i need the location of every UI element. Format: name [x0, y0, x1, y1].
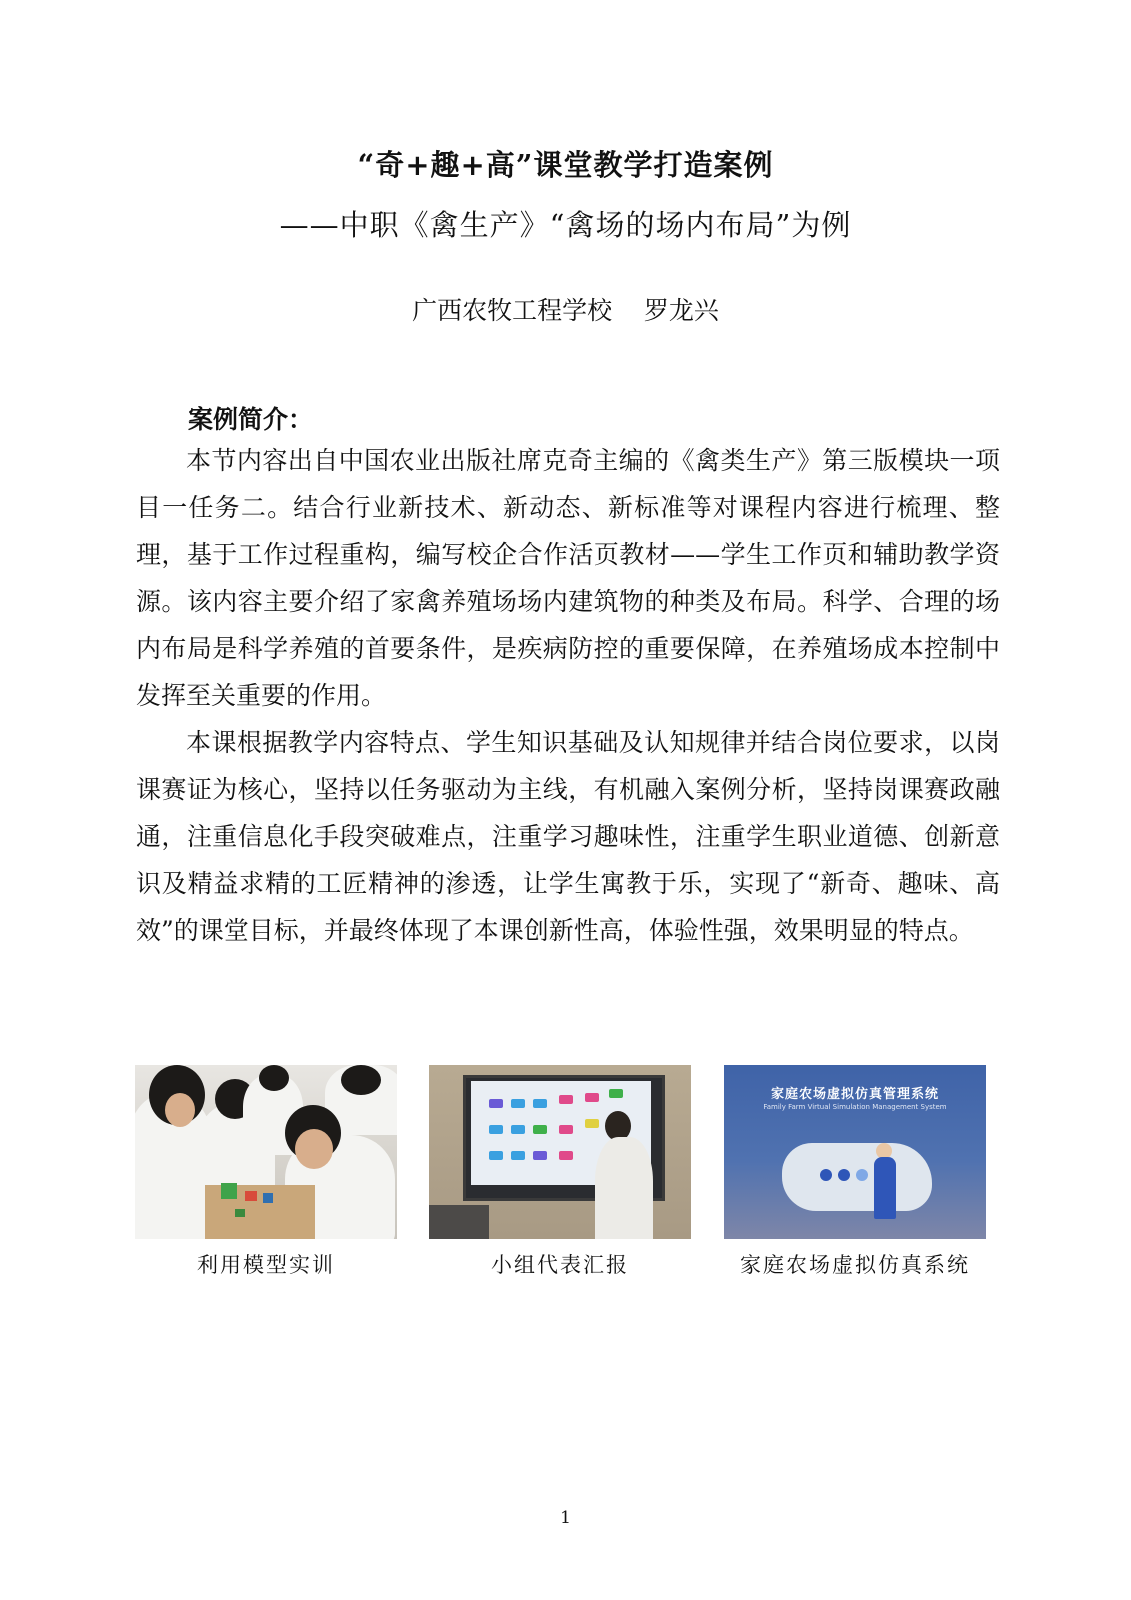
author-line: 广西农牧工程学校 罗龙兴 [412, 296, 719, 325]
photo-group-report [429, 1065, 691, 1239]
page-number: 1 [560, 1508, 571, 1528]
document-subtitle: ——中职《禽生产》“禽场的场内布局”为例 [279, 208, 852, 242]
document-title: “奇+趣+高”课堂教学打造案例 [357, 148, 774, 182]
figure-model-training [135, 1065, 401, 1279]
section-heading-intro: 案例简介： [188, 405, 314, 434]
figure-caption: 小组代表汇报 [491, 1253, 629, 1277]
figure-virtual-system [724, 1065, 990, 1279]
figure-caption: 利用模型实训 [197, 1253, 335, 1277]
intro-paragraph-1: 本节内容出自中国农业出版社席克奇主编的《禽类生产》第三版模块一项目一任务二。结合行业新技术、新动态、新标准等对课程内容进行梳理、整理，基于工作过程重构，编写校企合作活页教材——学生工作页和辅助教学资源。该内容主要介绍了家禽养殖场场内建筑物的种类及布局。科学、合理的场内布局是科学养殖的首要条件，是疾病防控的重要保障，在养殖场成本控制中发挥至关重要的作用。 [136, 446, 1000, 710]
intro-paragraph-2: 本课根据教学内容特点、学生知识基础及认知规律并结合岗位要求，以岗课赛证为核心，坚持以任务驱动为主线，有机融入案例分析，坚持岗课赛政融通，注重信息化手段突破难点，注重学习趣味性，注重学生职业道德、创新意识及精益求精的工匠精神的渗透，让学生寓教于乐，实现了“新奇、趣味、高效”的课堂目标，并最终体现了本课创新性高，体验性强，效果明显的特点。 [136, 728, 1000, 945]
screen-subtitle: Family Farm Virtual Simulation Management System [763, 1103, 947, 1111]
photo-virtual-system [724, 1065, 986, 1239]
screen-title: 家庭农场虚拟仿真管理系统 [770, 1087, 939, 1102]
figure-caption: 家庭农场虚拟仿真系统 [740, 1253, 970, 1277]
figure-group-report [429, 1065, 695, 1279]
photo-model-training [135, 1065, 397, 1239]
